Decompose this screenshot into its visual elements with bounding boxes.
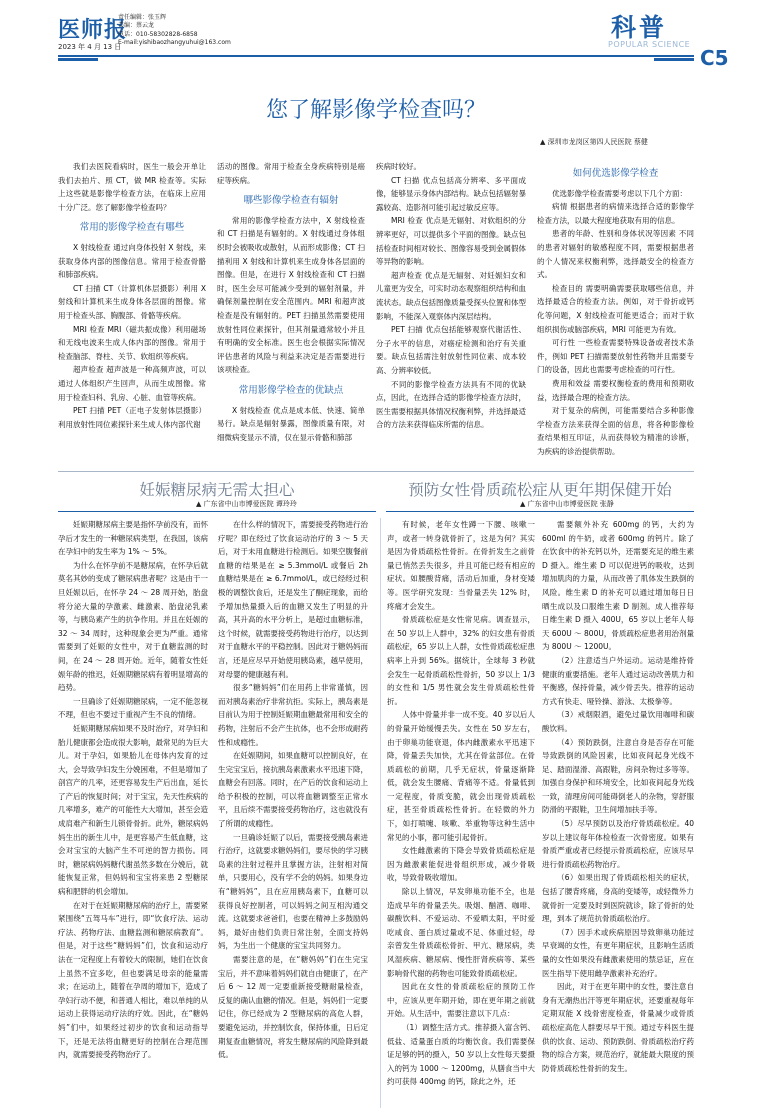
paragraph: 对于复杂的病例，可能需要结合多种影像学检查方法来获得全面的信息，将各种影像检查结果相互印证，从而获得较为精准的诊断，为疾病的诊治提供帮助。 xyxy=(537,406,694,456)
paragraph: 在对于在妊娠期糖尿病的治疗上，需要紧紧围绕“五驾马车”进行，即“饮食疗法、运动疗法、药物疗法、血糖监测和糖尿病教育”。但是，对于这些“糖妈妈”们，饮食和运动疗法在一定程度上有着较大的限制，她们在饮食上虽然不宜多吃，但也要满足母亲的能量需求；在运动上，随着在孕周的增加下，造成了孕妇行动不便，和普通人相比，难以单纯的从运动上获得运动疗法的疗效。因此，在“糖妈妈”们中，如果经过初步的饮食和运动指导下，还是无法将血糖更好的控制在合理范围内，就需要接受药物治疗了。 xyxy=(58,900,208,1060)
subheading: 哪些影像学检查有辐射 xyxy=(243,195,339,207)
masthead-phone: 电话：010-58302828-6858 xyxy=(118,30,198,38)
article2-byline: ▲ 广东省中山市博爱医院 谭玲玲 xyxy=(196,500,297,508)
paragraph: 有时候，老年女性蹲一下腰、咳嗽一声，或者一转身就骨折了，这是为何？其实是因为骨质疏松性骨折。在骨折发生之前骨量已悄然丢失很多，并且可能已经有相应的症状。如腰酸背痛，活动后加重，身材变矮等。医学研究发现：当骨量丢失 12% 时，疼痛才会发生。 xyxy=(387,520,535,611)
section-subtitle: POPULAR SCIENCE xyxy=(608,40,691,49)
paragraph-continued: 疾病时较好。 xyxy=(376,162,421,171)
paragraph: 在妊娠期间，如果血糖可以控制良好，在生完宝宝后，接抗胰岛素激素水平迅速下降，血糖会有回落。同时，在产后的饮食和运动上给予积极的控制，可以将血糖调整至正常水平，且后续不需要接受药物治疗，这也就没有了所谓的成瘾性。 xyxy=(218,751,368,829)
paragraph: （7）因手术或疾病原因导致卵巢功能过早衰竭的女性，有更年期症状，且影响生活质量的女性如果没有雌激素使用的禁忌证，应在医生指导下使用雌孕激素补充治疗。 xyxy=(542,927,694,978)
article3-rule xyxy=(386,511,694,512)
paragraph: （6）如果出现了骨质疏松相关的症状，包括了腰背疼痛，身高的变矮等，或轻微外力就骨折一定要及时到医院就诊，除了骨折的处理，到本了规范抗骨质疏松治疗。 xyxy=(542,873,694,924)
paragraph: 不同的影像学检查方法具有不同的优缺点，因此，在选择合适的影像学检查方法时，医生需要根据具体情况权衡利弊，并选择最适合的方法来获得临床所需的信息。 xyxy=(376,379,526,430)
paragraph: 妊娠期糖尿病主要是指怀孕前没有，而怀孕后才发生的一种糖尿病类型，在我国，该病在孕妇中的发生率为 1% ～ 5%。 xyxy=(58,520,208,557)
paragraph: 因此在女性的骨质疏松症的预防工作中，应该从更年期开始，即在更年期之前就开始。从生活中，需要注意以下几点： xyxy=(387,982,535,1019)
paragraph: 一旦确诊妊娠了以后，需要接受胰岛素进行治疗，这就要求糖妈妈们，要尽快的学习胰岛素的注射过程并且掌握方法，注射相对简单，只要用心，没有学不会的妈妈。如果身边有“糖妈妈”，且在应用胰岛素下，血糖可以获得良好控制者，可以妈妈之间互相沟通交流。这就要求爸爸们，也要在精神上多鼓励妈妈，最好由他们负责日常注射，全面支持妈妈，为生出一个健康的宝宝共同努力。 xyxy=(218,832,368,951)
paragraph: PET 扫描 优点包括能够观察代谢活性、分子水平的信息，对癌症检测和治疗有关重要。缺点包括需注射放射性同位素、成本较高、分辨率较低。 xyxy=(376,325,526,375)
section-title: 科普 xyxy=(611,13,668,42)
paragraph: CT 扫描 CT（计算机体层摄影）利用 X 射线和计算机来生成身体各层面的图像。常用于检查头部、胸腹部、骨骼等疾病。 xyxy=(58,283,206,320)
header-rule xyxy=(58,55,694,57)
paragraph: CT 扫描 优点包括高分辨率、多平面成像，能够显示身体内部结构。缺点包括辐射暴露较高、造影剂可能引起过敏反应等。 xyxy=(376,175,526,212)
paragraph-continued: 活动的图像。常用于检查全身疾病特别是癌症等疾病。 xyxy=(217,162,365,185)
article2-title: 妊娠糖尿病无需太担心 xyxy=(139,481,295,499)
paragraph: 妊娠期糖尿病如果不及时治疗，对孕妇和胎儿健康都会造成很大影响，最常见的为巨大儿。对于孕妇，如果胎儿在母体内发育的过大，会导致孕妇发生分娩困难，不但是增加了剖宫产的几率，还更容易发生产后出血，延长了产后的恢复时间；对于宝宝，先天性疾病的几率增多，难产的可能性大大增加，甚至会造成肩难产和新生儿锁骨骨折。此外，糖尿病妈妈生出的新生儿中，是更容易产生低血糖，这会对宝宝的大脑产生不可逆的智力损伤。同时，糖尿病妈妈糖代谢虽然多数在分娩后，就能恢复正常，但妈妈和宝宝将来患 2 型糖尿病和肥胖的机会增加。 xyxy=(58,723,208,897)
paragraph: 因此，对于在更年期中的女性，要注意自身有无潮热出汗等更年期症状，还要重视每年定期双能 X 线骨密度检查，骨量减少或骨质疏松症高危人群要尽早干预。通过专科医生提供的饮食、运动、预防跌倒、骨质疏松治疗药物的综合方案，规范治疗，就能最大限度的预防骨质疏松性骨折的发生。 xyxy=(542,982,694,1073)
paragraph: （4）预防跌倒，注意自身是否存在可能导致跌倒的风险因素，比如夜间起身光线不足、踏面湿滑、高跟鞋，房间杂物过多等等。加强自身保护和环境安全，比如夜间起身光线一致，清理房间可能碍倒老人的杂物，穿舒服防滑的平跟鞋，卫生间增加扶手等。 xyxy=(542,737,694,815)
paragraph: （1）调整生活方式。推荐摄入富含钙、低盐、适量蛋白质的均衡饮食。我们需要保证足够的钙的摄入，50 岁以上女性每天要摄入的钙为 1000 ～ 1200mg，从膳食当中大约可获得 400mg 的钙，除此之外，还 xyxy=(387,1022,535,1087)
article2-column-1 xyxy=(58,518,208,1108)
paragraph: （2）注意适当户外运动。运动是维持骨健康的重要措施。老年人通过运动改善肌力和平衡感，保持骨量，减少骨丢失。推荐的运动方式有快走、哑铃操、游泳、太极拳等。 xyxy=(542,655,694,706)
paragraph: 女性雌激素的下降会导致骨质疏松症是因为雌激素能促进骨组织形成，减少骨吸收，导致骨吸收增加。 xyxy=(387,846,535,883)
paragraph: 超声检查 优点是无辐射、对妊娠妇女和儿童更为安全，可实时动态观察组织结构和血流状态。缺点包括图像质量受探头位置和体型影响，不能深入观察体内深层结构。 xyxy=(376,270,526,321)
paragraph: 超声检查 超声波是一种高频声波，可以通过人体组织产生回声，从而生成图像。常用于检查妇科、乳房、心脏、血管等疾病。 xyxy=(58,365,206,402)
newspaper-logo: 医师报 xyxy=(58,17,128,43)
paragraph: MRI 检查 MRI（磁共振成像）利用磁场和无线电波来生成人体内部的图像。常用于检查脑部、脊柱、关节、软组织等疾病。 xyxy=(58,324,206,361)
article2-column-2 xyxy=(218,518,368,1108)
article3-column-2 xyxy=(542,518,694,1108)
masthead-info xyxy=(118,14,231,48)
article1-column-4 xyxy=(537,160,694,468)
header-decoration xyxy=(58,58,694,61)
paragraph: 优选影像学检查需要考虑以下几个方面： xyxy=(552,188,687,198)
subheading: 如何优选影像学检查 xyxy=(572,168,659,179)
paragraph: 骨质疏松症是女性常见病。调查显示，在 50 岁以上人群中，32% 的妇女患有骨质疏松症，65 岁以上人群，女性骨质疏松症患病率上升到 56%。据统计，全球每 3 秒就会发生一起骨质疏松性骨折，50 岁以上 1/3 的女性和 1/5 男性就会发生骨质疏松性骨折。 xyxy=(387,615,535,706)
article1-column-1 xyxy=(58,160,206,468)
paragraph: 一旦确诊了妊娠期糖尿病，一定不能忽视不理，但也不要过于重视产生不良的情绪。 xyxy=(58,696,208,720)
paragraph: X 射线检查 通过向身体投射 X 射线，来获取身体内部的图像信息。常用于检查骨骼和肺部疾病。 xyxy=(58,242,206,280)
paragraph: PET 扫描 PET（正电子发射体层摄影）利用放射性同位素探针来生成人体内部代谢 xyxy=(58,406,206,429)
paragraph: 很多“糖妈妈”们在用药上非常谨慎，因而对胰岛素治疗非常抗拒。实际上，胰岛素是目前认为用于控制妊娠期血糖最常用和安全的药物，注射后不会产生抗体，也不会形成耐药性和成瘾性。 xyxy=(218,683,368,747)
article1-title: 您了解影像学检查吗？ xyxy=(265,98,486,123)
paragraph: 我们去医院看病时，医生一般会开单让我们去拍片、照 CT，做 MR 检查等。实际上这些就是影像学检查方法，在临床上应用十分广泛。您了解影像学检查吗？ xyxy=(58,162,206,212)
article1-byline: ▲ 深圳市龙岗区第四人民医院 蔡健 xyxy=(540,138,648,146)
masthead-editor: 责任编辑：张玉辉 xyxy=(118,14,167,21)
article3-title: 预防女性骨质疏松症从更年期保健开始 xyxy=(408,481,672,499)
article2-rule xyxy=(58,511,376,512)
paragraph: 人体中骨量并非一成不变。40 岁以后人的骨量开始缓慢丢失。女性在 50 岁左右，由于卵巢功能衰退，体内雌激素水平迅速下降，骨量丢失加快，尤其在骨盆部位。在骨质疏松的前期，几乎无症状，骨量逐渐降低，就会发生腰痛、背痛等不适。骨量低到一定程度，骨质变脆，就会出现骨质疏松症，甚至骨质疏松性骨折。在轻微的外力下，如打喷嚏、咳嗽、举重物等这种生活中常见的小事，都可能引起骨折。 xyxy=(387,710,535,842)
paragraph: 常用的影像学检查方法中，X 射线检查和 CT 扫描是有辐射的。X 射线通过身体组织时会被吸收或散射，从而形成影像；CT 扫描利用 X 射线和计算机来生成身体各层面的图像。但是，在进行 X 射线检查和 CT 扫描时，医生会尽可能减少受到的辐射剂量，并确保剂量控制在安全范围内。MRI 和超声波检查是没有辐射的。PET 扫描虽然需要使用放射性同位素探针，但其剂量通常较小并且有明确的安全标准。医生也会根据实际情况评估患者的风险与利益来决定是否需要进行该项检查。 xyxy=(217,215,365,375)
paragraph: 患者的年龄、性别和身体状况等因素 不同的患者对辐射的敏感程度不同，需要根据患者的个人情况来权衡利弊，选择最安全的检查方式。 xyxy=(537,229,694,280)
paragraph: 检查目的 需要明确需要获取哪些信息，并选择最适合的检查方法。例如，对于骨折或钙化等问题，X 射线检查可能更适合；而对于软组织损伤或脑部疾病，MRI 可能更为有效。 xyxy=(537,283,694,334)
subheading: 常用影像学检查的优缺点 xyxy=(238,384,344,396)
paragraph: 除以上情况，早发卵巢功能不全，也是造成早年的骨量丢失。吸烟、酗酒、咖啡、碳酸饮料、不爱运动、不爱晒太阳，平时爱吃咸食、蛋白质过量或不足、体重过轻，母亲曾发生骨质疏松骨折、甲亢、糖尿病，类风湿疾病、糖尿病、慢性肝肾疾病等、某些影响骨代谢的药物也可能致骨质疏松症。 xyxy=(387,887,535,978)
issue-date: 2023 年 4 月 13 日 xyxy=(58,43,122,51)
masthead-email: E-mail:yishibaozhangyuhui@163.com xyxy=(118,39,231,47)
masthead-designer: 美编：蔡云龙 xyxy=(118,22,155,30)
paragraph: MRI 检查 优点是无辐射、对软组织的分辨率更好，可以提供多个平面的图像。缺点包括检查时间相对较长、图像容易受到金属假体等异物的影响。 xyxy=(376,216,526,267)
paragraph: 费用和效益 需要权衡检查的费用和预期收益，选择最合理的检查方法。 xyxy=(537,378,694,402)
article3-byline: ▲ 广东省中山市博爱医院 张静 xyxy=(520,500,614,508)
paragraph: 为什么在怀孕前不是糖尿病，在怀孕后就莫名其妙的变成了糖尿病患者呢？这是由于一旦妊娠以后，在怀孕 24 ～ 28 周开始，胎盘将分泌大量的孕激素、雌激素、胎盘泌乳素等，与胰岛素产生的抗争作用。并且在妊娠的 32 ～ 34 周时，这种现象会更为严重。通常需要到了妊娠的女性中，对于血糖监测的时间，在 24 ～ 28 周开始。近年，随着女性妊娠年龄的推迟，妊娠期糖尿病有着明显增高的趋势。 xyxy=(58,560,208,693)
page-number: C5 xyxy=(700,46,729,70)
subheading: 常用的影像学检查有哪些 xyxy=(79,222,185,234)
article1-column-2 xyxy=(217,160,365,468)
paragraph: 在什么样的情况下，需要接受药物进行治疗呢？即在经过了饮食运动治疗的 3 ～ 5 天后，对于未用血糖进行检测后。如果空腹餐前血糖的结果是在 ≥ 5.3mmol/L 或餐后 2h 血糖结果是在 ≥ 6.7mmol/L，或已经经过积极的调整饮食后，还是发生了酮症现象，而给予增加热量摄入后的血糖又发生了明显的升高，其升高的水平分析上，是超过血糖标准，这个时候，就需要接受药物进行治疗，以达到对于血糖水平的平稳控制。因此对于糖妈妈而言，还是应尽早开始使用胰岛素，越早使用，对母婴的健康越有利。 xyxy=(218,520,368,679)
paragraph: 可行性 一些检查需要特殊设备或者技术条件，例如 PET 扫描需要放射性药物并且需要专门的设备，因此也需要考虑检查的可行性。 xyxy=(537,338,694,375)
article3-column-1 xyxy=(380,518,535,1108)
paragraph: X 射线检查 优点是成本低、快速、简单易行。缺点是辐射暴露，图像质量有限，对细微病变显示不清，仅在显示骨骼和肺部 xyxy=(217,405,365,442)
article1-column-3 xyxy=(376,160,526,468)
paragraph: 需要注意的是，在“糖妈妈”们在生完宝宝后，并不意味着妈妈们就自由健康了，在产后 6 ～ 12 周一定要重新接受糖耐量检查，反复的确认血糖的情况。但是，妈妈们一定要记住，你已经成为 2 型糖尿病的高危人群，要避免运动，并控制饮食，保持体重，日后定期复查血糖情况，将发生糖尿病的风险降到最低。 xyxy=(218,955,368,1060)
paragraph: （3）戒烟限酒，避免过量饮用咖啡和碳酸饮料。 xyxy=(542,710,694,733)
paragraph: 病情 根据患者的病情来选择合适的影像学检查方法，以最大程度地获取有用的信息。 xyxy=(537,202,694,225)
paragraph: 需要额外补充 600mg 的钙，大约为 600ml 的牛奶，或者 600mg 的钙片。除了在饮食中的补充钙以外，还需要充足的维生素 D 摄入。维生素 D 可以促进钙的吸收，达到增加肌肉的力量，从而改善了肌体发生跌倒的风险。维生素 D 的补充可以通过增加每日日晒生成以及口服维生素 D 制剂。成人推荐每日维生素 D 摄入 400U，65 岁以上老年人每天 600U ～ 800U，骨质疏松症患者用治剂量为 800U ～ 1200U。 xyxy=(542,520,694,652)
section-divider xyxy=(58,471,694,472)
paragraph: （5）尽早预防以及治疗骨质疏松症。40 岁以上建议每年体检检查一次骨密度。如果有骨质严重或者已经提示骨质疏松症，应该尽早进行骨质疏松药物治疗。 xyxy=(542,819,694,869)
